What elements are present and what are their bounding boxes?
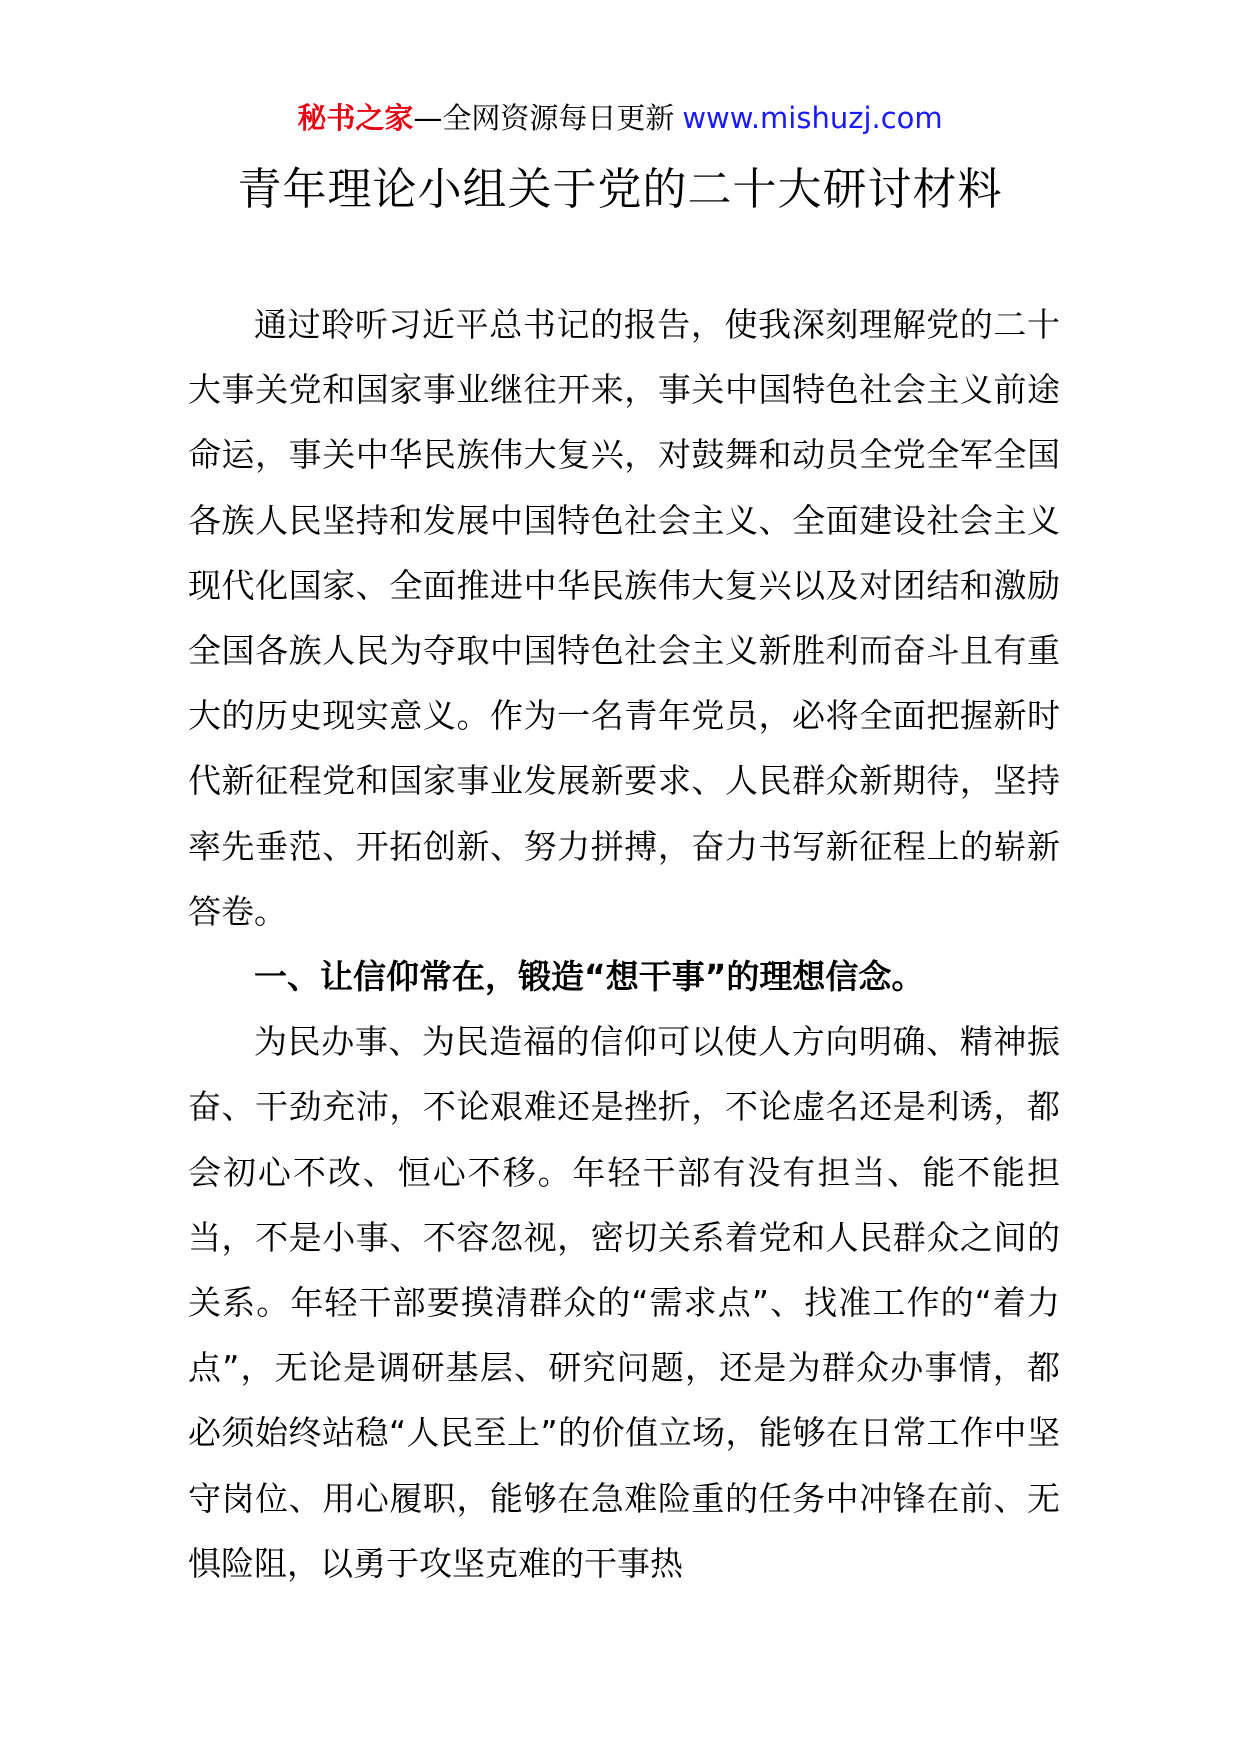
document-title: 青年理论小组关于党的二十大研讨材料 [237, 164, 1003, 215]
paragraph-section-1: 为民办事、为民造福的信仰可以使人方向明确、精神振奋、干劲充沛，不论艰难还是挫折，不论虚名还是利诱，都会初心不改、恒心不移。年轻干部有没有担当、能不能担当，不是小事、不容忽视，密切关系着党和人民群众之间的关系。年轻干部要摸清群众的“需求点”、找准工作的“着力点”，无论是调研基层、研究问题，还是为群众办事情，都必须始终站稳“人民至上”的价值立场，能够在日常工作中坚守岗位、用心履职，能够在急难险重的任务中冲锋在前、无惧险阻，以勇于攻坚克难的干事热 [188, 1022, 1060, 1583]
site-header [0, 98, 1240, 138]
site-url-link[interactable]: www.mishuzj.com [682, 101, 943, 135]
brand-name: 秘书之家 [297, 101, 414, 135]
header-tagline: —全网资源每日更新 [413, 101, 675, 135]
document-body [188, 292, 1060, 1596]
paragraph-intro: 通过聆听习近平总书记的报告，使我深刻理解党的二十大事关党和国家事业继往开来，事关中国特色社会主义前途命运，事关中华民族伟大复兴，对鼓舞和动员全党全军全国各族人民坚持和发展中国特色社会主义、全面建设社会主义现代化国家、全面推进中华民族伟大复兴以及对团结和激励全国各族人民为夺取中国特色社会主义新胜利而奋斗且有重大的历史现实意义。作为一名青年党员，必将全面把握新时代新征程党和国家事业发展新要求、人民群众新期待，坚持率先垂范、开拓创新、努力拼搏，奋力书写新征程上的崭新答卷。 [188, 305, 1060, 931]
section-heading-1: 一、让信仰常在，锻造“想干事”的理想信念。 [254, 957, 925, 997]
